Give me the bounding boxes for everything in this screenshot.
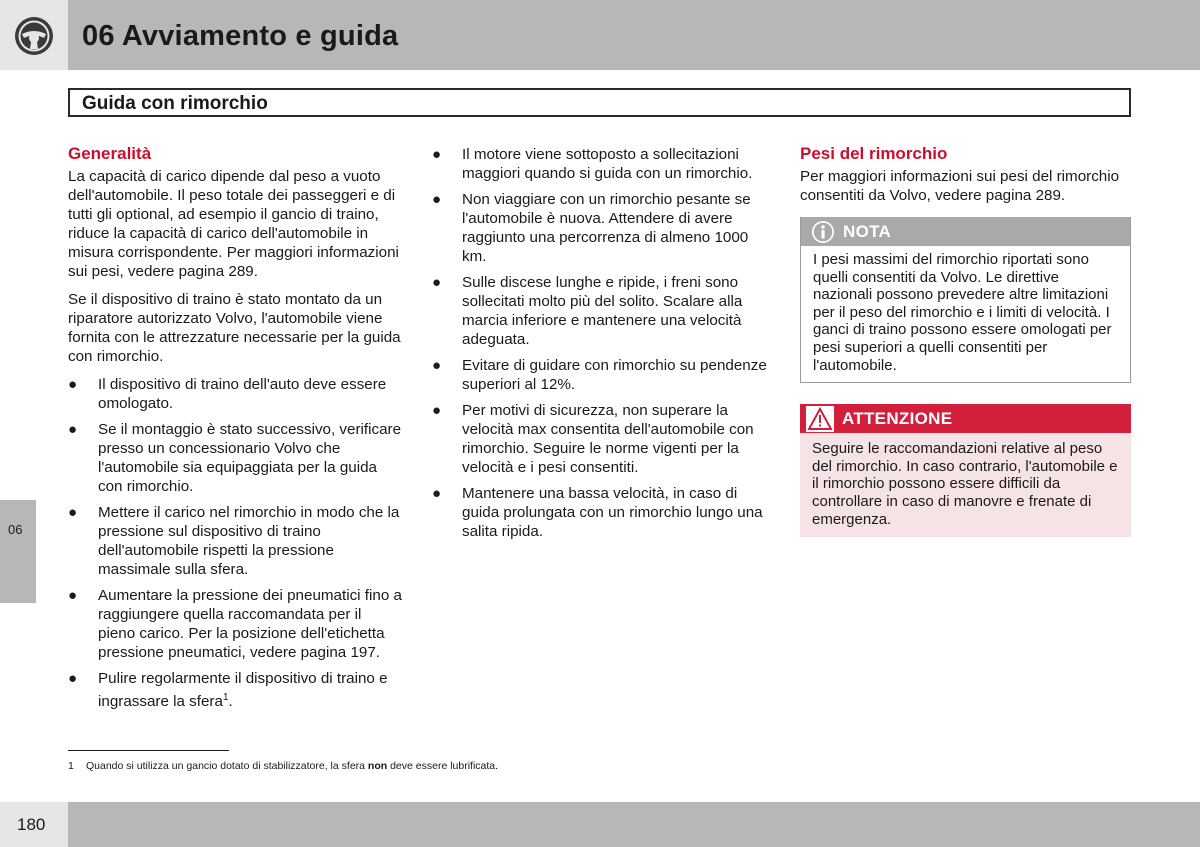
bullet-list: [68, 375, 402, 711]
page-number: 180: [17, 815, 46, 834]
footnote-text: Quando si utilizza un gancio dotato di stabilizzatore, la sfera: [86, 760, 365, 772]
header-icon-area: [0, 0, 68, 70]
list-item: [432, 273, 770, 349]
bullet-icon: ●: [68, 376, 78, 393]
bullet-icon: ●: [68, 504, 78, 521]
bullet-list: [432, 145, 770, 541]
list-item-text: Pulire regolarmente il dispositivo di traino e ingrassare la sfera: [98, 670, 388, 711]
paragraph: La capacità di carico dipende dal peso a vuoto dell'automobile. Il peso totale dei passeggeri e di tutti gli optional, ad esempio il gancio di traino, riduce la capacità di carico dell'automobile in misura corrispondente. Per maggiori informazioni sui pesi, vedere pagina 289.: [68, 168, 399, 280]
list-item-text: Mantenere una bassa velocità, in caso di guida prolungata con un rimorchio lungo una salita ripida.: [462, 485, 763, 540]
footnote: [68, 760, 498, 772]
list-item-text: Per motivi di sicurezza, non superare la velocità max consentita dell'automobile con rimorchio. Seguire le norme vigenti per la velocità e i pesi consentiti.: [462, 402, 754, 476]
warning-triangle-icon: [806, 406, 834, 432]
paragraph: Se il dispositivo di traino è stato montato da un riparatore autorizzato Volvo, l'automobile viene fornita con le attrezzature necessarie per la guida con rimorchio.: [68, 291, 401, 365]
list-item: [432, 190, 770, 266]
chapter-side-tab-label: 06: [8, 522, 23, 537]
footnote-reference[interactable]: 1: [222, 692, 229, 703]
footnote-text-end: deve essere lubrificata.: [390, 760, 499, 772]
bullet-icon: ●: [432, 357, 442, 374]
list-item-text: Il dispositivo di traino dell'auto deve essere omologato.: [98, 376, 387, 412]
warning-box: [800, 404, 1131, 537]
bullet-icon: ●: [432, 191, 442, 208]
footnote-divider: [68, 750, 229, 751]
list-item: [68, 586, 402, 662]
list-item-text: Sulle discese lunghe e ripide, i freni sono sollecitati molto più del solito. Scalare alla marcia inferiore e mantenere una velocità adeguata.: [462, 274, 743, 348]
list-item: [432, 401, 770, 477]
chapter-side-tab: [0, 500, 36, 603]
warning-header: [800, 404, 1131, 433]
list-item-text: Se il montaggio è stato successivo, verificare presso un concessionario Volvo che l'automobile sia equipaggiata per la guida con rimorchio.: [98, 421, 402, 495]
note-header: [801, 217, 1130, 246]
list-item-text: Evitare di guidare con rimorchio su pendenze superiori al 12%.: [462, 357, 767, 393]
steering-wheel-icon: [14, 16, 54, 56]
note-label: NOTA: [843, 222, 892, 241]
info-icon: [811, 220, 835, 244]
chapter-title: 06 Avviamento e guida: [82, 20, 399, 52]
list-item: [432, 145, 770, 183]
footer-bar: [68, 802, 1200, 847]
list-item: [432, 484, 770, 541]
footnote-emphasis: non: [367, 760, 388, 772]
bullet-icon: ●: [432, 485, 442, 502]
bullet-icon: ●: [68, 670, 78, 687]
list-item: [68, 375, 402, 413]
bullet-icon: ●: [432, 402, 442, 419]
list-item: [68, 420, 402, 496]
section-title-box: [68, 88, 1131, 117]
list-item-text: Non viaggiare con un rimorchio pesante se l'automobile è nuova. Attendere di avere raggiunto una percorrenza di almeno 1000 km.: [462, 191, 751, 265]
list-item-text: Il motore viene sottoposto a sollecitazioni maggiori quando si guida con un rimorchio.: [462, 146, 753, 182]
note-box: [800, 217, 1131, 383]
column-trailer-weights: [800, 143, 1131, 537]
list-item: ● Pulire regolarmente il dispositivo di traino e ingrassare la sfera$^1$.: [68, 670, 388, 711]
footnote-number: 1: [68, 760, 74, 772]
list-item-text: Aumentare la pressione dei pneumatici fino a raggiungere quella raccomandata per il pieno carico. Per la posizione dell'etichetta pressione pneumatici, vedere pagina 197.: [98, 587, 402, 661]
note-text: I pesi massimi del rimorchio riportati sono quelli consentiti da Volvo. Le direttive nazionali possono prevedere altre limitazioni per il peso del rimorchio e i limiti di velocità. I ganci di traino possono essere omologati per pesi superiori a quelli consentiti per l'automobile.: [813, 251, 1112, 374]
paragraph: Per maggiori informazioni sui pesi del rimorchio consentiti da Volvo, vedere pagina 289.: [800, 168, 1120, 204]
list-item: [432, 356, 770, 394]
list-item: [68, 503, 402, 579]
list-item-text: Mettere il carico nel rimorchio in modo che la pressione sul dispositivo di traino dell'automobile rispetti la pressione massimale sulla sfera.: [98, 504, 400, 578]
bullet-icon: ●: [432, 274, 442, 291]
bullet-icon: ●: [68, 587, 78, 604]
heading-pesi-rimorchio: Pesi del rimorchio: [800, 144, 948, 163]
warning-text: Seguire le raccomandazioni relative al peso del rimorchio. In caso contrario, l'automobile e il rimorchio possono essere difficili da controllare in caso di manovre e frenate di emergenza.: [812, 440, 1118, 528]
bullet-icon: ●: [68, 421, 78, 438]
heading-generalita: Generalità: [68, 144, 152, 163]
bullet-icon: ●: [432, 146, 442, 163]
column-precautions: [432, 145, 770, 548]
column-general: [68, 143, 402, 718]
section-title: Guida con rimorchio: [82, 93, 268, 114]
warning-label: ATTENZIONE: [842, 409, 953, 429]
